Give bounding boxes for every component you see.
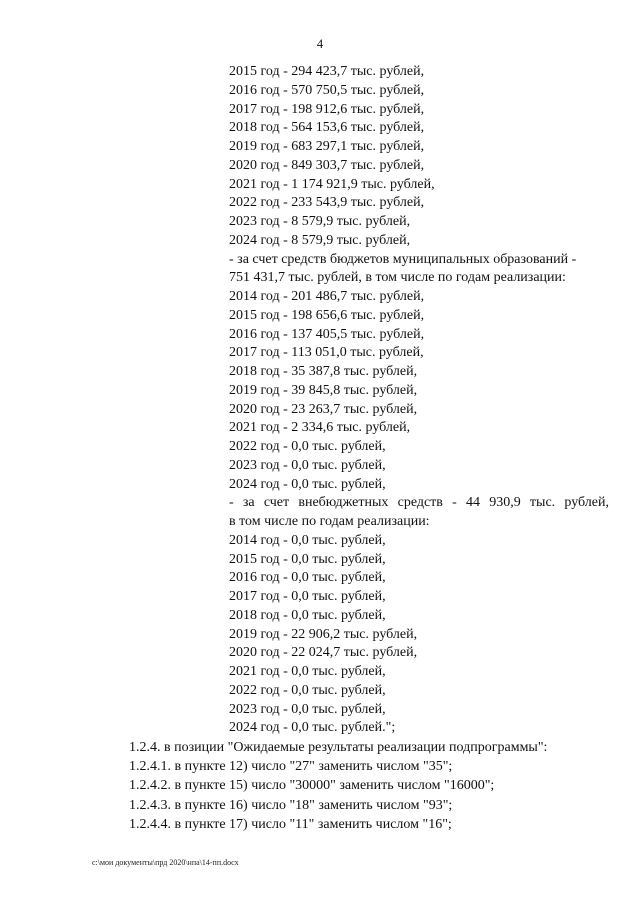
- amendment-item: 1.2.4.2. в пункте 15) число "30000" заменить числом "16000";: [129, 778, 495, 794]
- regional-budget-line: 2016 год - 570 750,5 тыс. рублей,: [229, 82, 425, 98]
- extrabudget-line: 2023 год - 0,0 тыс. рублей,: [229, 701, 386, 717]
- amendment-item: 1.2.4. в позиции "Ожидаемые результаты реализации подпрограммы":: [129, 740, 548, 755]
- municipal-line: 2022 год - 0,0 тыс. рублей,: [229, 439, 386, 454]
- municipal-line: 2015 год - 198 656,6 тыс. рублей,: [229, 307, 425, 323]
- footer-file-path: c:\мои документы\прд 2020\нпа\14-пп.docx: [92, 858, 239, 867]
- extrabudget-line: 2014 год - 0,0 тыс. рублей,: [229, 532, 386, 548]
- page-number: 4: [316, 37, 324, 51]
- regional-budget-line: 2018 год - 564 153,6 тыс. рублей,: [229, 120, 425, 136]
- regional-budget-line: 2020 год - 849 303,7 тыс. рублей,: [229, 157, 425, 173]
- municipal-line: 2019 год - 39 845,8 тыс. рублей,: [229, 382, 418, 398]
- municipal-line: 2023 год - 0,0 тыс. рублей,: [229, 457, 386, 473]
- extrabudget-line: 2016 год - 0,0 тыс. рублей,: [229, 570, 386, 586]
- extrabudget-line: 2015 год - 0,0 тыс. рублей,: [229, 551, 386, 567]
- amendment-item: 1.2.4.1. в пункте 12) число "27" заменить числом "35";: [129, 759, 453, 775]
- regional-budget-line: 2017 год - 198 912,6 тыс. рублей,: [229, 101, 425, 117]
- municipal-line: 2018 год - 35 387,8 тыс. рублей,: [229, 364, 418, 379]
- regional-budget-line: 2023 год - 8 579,9 тыс. рублей,: [229, 214, 411, 229]
- extrabudget-line: 2022 год - 0,0 тыс. рублей,: [229, 682, 386, 698]
- extrabudget-line-closing: 2024 год - 0,0 тыс. рублей.";: [229, 720, 396, 736]
- extrabudget-line: 2018 год - 0,0 тыс. рублей,: [229, 607, 386, 623]
- municipal-heading: - за счет средств бюджетов муниципальных образований -: [229, 251, 577, 267]
- funding-block: [229, 63, 609, 738]
- extrabudget-line: 2019 год - 22 906,2 тыс. рублей,: [229, 626, 418, 642]
- extrabudget-heading: - за счет внебюджетных средств - 44 930,9 тыс. рублей,: [229, 495, 609, 511]
- regional-budget-line: 2024 год - 8 579,9 тыс. рублей,: [229, 232, 411, 248]
- municipal-line: 2017 год - 113 051,0 тыс. рублей,: [229, 345, 424, 361]
- regional-budget-line: 2021 год - 1 174 921,9 тыс. рублей,: [229, 176, 435, 192]
- regional-budget-line: 2019 год - 683 297,1 тыс. рублей,: [229, 139, 425, 154]
- extrabudget-heading-sub: в том числе по годам реализации:: [229, 514, 430, 529]
- amendments-list: [129, 738, 609, 834]
- regional-budget-line: 2022 год - 233 543,9 тыс. рублей,: [229, 195, 425, 211]
- municipal-line: 2020 год - 23 263,7 тыс. рублей,: [229, 401, 418, 417]
- extrabudget-line: 2021 год - 0,0 тыс. рублей,: [229, 664, 386, 679]
- amendment-item: 1.2.4.3. в пункте 16) число "18" заменить числом "93";: [129, 797, 453, 813]
- municipal-heading-total: 751 431,7 тыс. рублей, в том числе по годам реализации:: [229, 270, 566, 286]
- amendment-item: 1.2.4.4. в пункте 17) число "11" заменить числом "16";: [129, 816, 452, 832]
- extrabudget-line: 2020 год - 22 024,7 тыс. рублей,: [229, 645, 418, 661]
- extrabudget-line: 2017 год - 0,0 тыс. рублей,: [229, 589, 386, 604]
- municipal-line: 2021 год - 2 334,6 тыс. рублей,: [229, 420, 411, 436]
- municipal-line: 2014 год - 201 486,7 тыс. рублей,: [229, 289, 425, 304]
- regional-budget-line: 2015 год - 294 423,7 тыс. рублей,: [229, 64, 425, 79]
- municipal-line: 2016 год - 137 405,5 тыс. рублей,: [229, 326, 425, 342]
- municipal-line: 2024 год - 0,0 тыс. рублей,: [229, 476, 386, 492]
